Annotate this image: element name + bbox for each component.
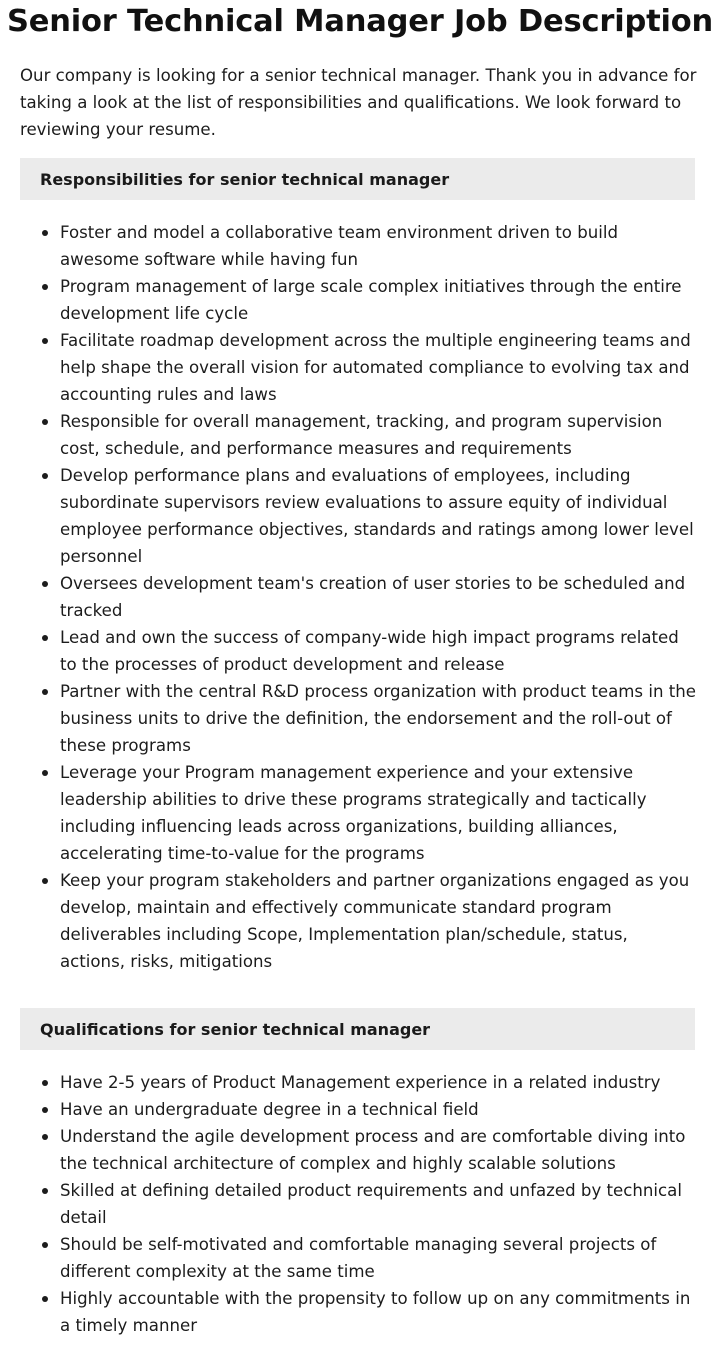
bullet-icon	[42, 635, 48, 641]
page-title: Senior Technical Manager Job Description	[7, 4, 713, 39]
bullet-icon	[42, 1242, 48, 1248]
list-item-text: Highly accountable with the propensity to follow up on any commitments in a timely manner	[60, 1289, 691, 1335]
list-item-text: Should be self-motivated and comfortable managing several projects of different complexity at the same time	[60, 1235, 657, 1281]
list-item	[0, 1123, 720, 1177]
list-item	[0, 408, 720, 462]
list-item	[0, 1177, 720, 1231]
list-item-text: Lead and own the success of company-wide high impact programs related to the processes of product development and release	[60, 628, 679, 674]
list-item	[0, 219, 720, 273]
bullet-icon	[42, 284, 48, 290]
bullet-icon	[42, 1188, 48, 1194]
bullet-icon	[42, 581, 48, 587]
intro-paragraph: Our company is looking for a senior technical manager. Thank you in advance for taking a look at the list of responsibilities and qualifications. We look forward to reviewing your resume.	[20, 66, 697, 139]
list-item	[0, 327, 720, 408]
list-item-text: Keep your program stakeholders and partner organizations engaged as you develop, maintain and effectively communicate standard program deliverables including Scope, Implementation plan/schedule, status, actions, risks, mitigations	[60, 871, 690, 971]
list-item-text: Facilitate roadmap development across the multiple engineering teams and help shape the overall vision for automated compliance to evolving tax and accounting rules and laws	[60, 331, 691, 404]
bullet-icon	[42, 338, 48, 344]
list-item	[0, 867, 720, 975]
bullet-icon	[42, 419, 48, 425]
list-item	[0, 1231, 720, 1285]
list-item-text: Develop performance plans and evaluations of employees, including subordinate supervisors review evaluations to assure equity of individual employee performance objectives, standards and ratings among lower level personnel	[60, 466, 694, 566]
qualifications-heading: Qualifications for senior technical manager	[20, 1008, 695, 1050]
bullet-icon	[42, 1296, 48, 1302]
responsibilities-heading: Responsibilities for senior technical manager	[20, 158, 695, 200]
list-item	[0, 759, 720, 867]
responsibilities-list	[0, 219, 720, 975]
list-item	[0, 570, 720, 624]
bullet-icon	[42, 473, 48, 479]
list-item-text: Partner with the central R&D process organization with product teams in the business units to drive the definition, the endorsement and the roll-out of these programs	[60, 682, 696, 755]
list-item-text: Have an undergraduate degree in a technical field	[60, 1100, 479, 1119]
bullet-icon	[42, 1080, 48, 1086]
qualifications-list	[0, 1069, 720, 1339]
list-item-text: Foster and model a collaborative team environment driven to build awesome software while having fun	[60, 223, 619, 269]
list-item-text: Understand the agile development process and are comfortable diving into the technical architecture of complex and highly scalable solutions	[60, 1127, 686, 1173]
list-item	[0, 1069, 720, 1096]
list-item-text: Leverage your Program management experience and your extensive leadership abilities to drive these programs strategically and tactically including influencing leads across organizations, building alliances, accelerating time-to-value for the programs	[60, 763, 647, 863]
bullet-icon	[42, 1134, 48, 1140]
list-item-text: Have 2-5 years of Product Management experience in a related industry	[60, 1073, 661, 1092]
bullet-icon	[42, 878, 48, 884]
list-item	[0, 1285, 720, 1339]
list-item-text: Responsible for overall management, tracking, and program supervision cost, schedule, and performance measures and requirements	[60, 412, 663, 458]
bullet-icon	[42, 770, 48, 776]
list-item-text: Oversees development team's creation of user stories to be scheduled and tracked	[60, 574, 686, 620]
bullet-icon	[42, 689, 48, 695]
list-item	[0, 624, 720, 678]
bullet-icon	[42, 230, 48, 236]
bullet-icon	[42, 1107, 48, 1113]
list-item-text: Skilled at defining detailed product requirements and unfazed by technical detail	[60, 1181, 682, 1227]
list-item	[0, 273, 720, 327]
list-item-text: Program management of large scale complex initiatives through the entire development life cycle	[60, 277, 682, 323]
list-item	[0, 462, 720, 570]
list-item	[0, 1096, 720, 1123]
list-item	[0, 678, 720, 759]
